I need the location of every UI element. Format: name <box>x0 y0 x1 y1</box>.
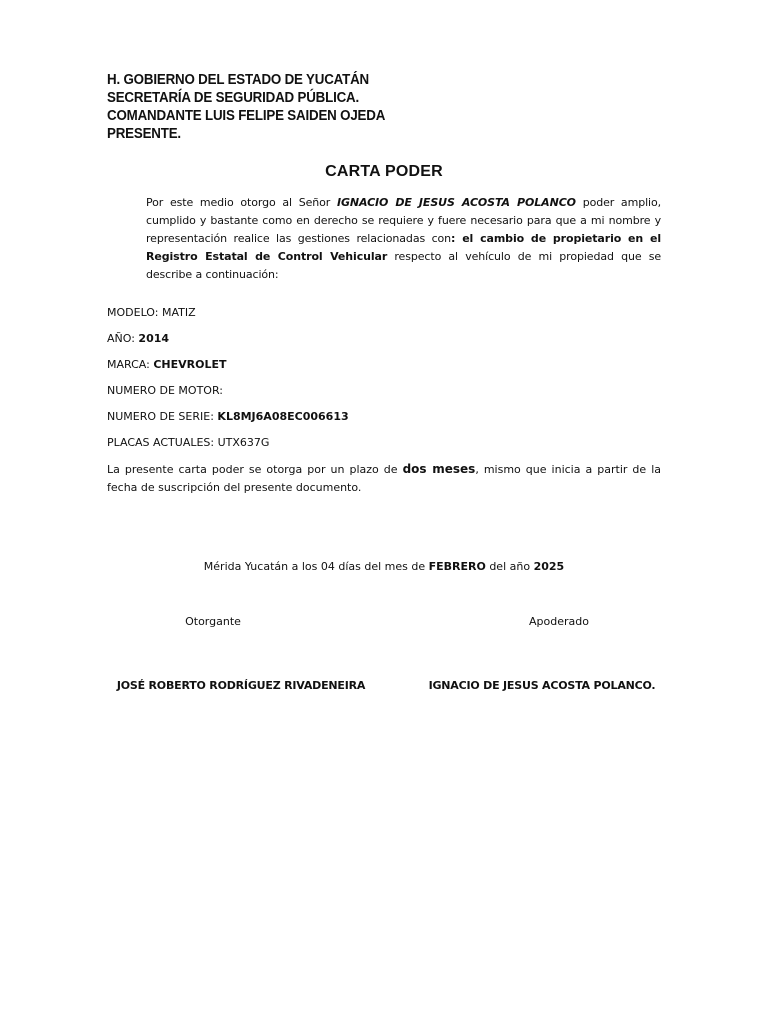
addressee-secretariat: SECRETARÍA DE SEGURIDAD PÚBLICA. <box>107 90 360 106</box>
placas-value: UTX637G <box>217 436 270 449</box>
anio-value: 2014 <box>138 332 170 345</box>
apoderado-name: IGNACIO DE JESUS ACOSTA POLANCO. <box>428 679 656 692</box>
apoderado-label: Apoderado <box>529 615 589 628</box>
marca-value: CHEVROLET <box>153 358 227 371</box>
date-text-1: Mérida Yucatán a los 04 días del mes de <box>203 560 429 573</box>
date-line <box>0 560 768 573</box>
intro-paragraph <box>146 194 661 284</box>
term-text-1: La presente carta poder se otorga por un plazo de <box>107 463 403 476</box>
field-anio <box>107 332 169 346</box>
intro-apoderado-name: IGNACIO DE JESUS ACOSTA POLANCO <box>336 196 576 209</box>
anio-label: AÑO: <box>107 332 139 345</box>
date-month: FEBRERO <box>428 560 486 573</box>
motor-label: NUMERO DE MOTOR: <box>107 384 223 397</box>
serie-label: NUMERO DE SERIE: <box>107 410 218 423</box>
otorgante-label: Otorgante <box>185 615 241 628</box>
date-year: 2025 <box>533 560 565 573</box>
modelo-label: MODELO: <box>107 306 162 319</box>
intro-text-1: Por este medio otorgo al Señor <box>146 196 337 209</box>
intro-colon: : <box>451 232 456 245</box>
field-motor <box>107 384 223 398</box>
intro-text-2: poder amplio, cumplido y bastante como en derecho se requiere y fuere necesario para que a mi nombre y representación realice las gestiones relacionadas con <box>146 196 662 245</box>
field-marca <box>107 358 226 372</box>
field-placas <box>107 436 269 450</box>
term-text-2: , mismo que inicia a partir de la fecha de suscripción del presente documento. <box>107 463 661 494</box>
document-title: CARTA PODER <box>325 163 443 180</box>
addressee-block <box>107 71 667 143</box>
modelo-value: MATIZ <box>161 306 196 319</box>
field-serie <box>107 410 349 424</box>
term-paragraph <box>107 460 661 497</box>
term-duration: dos meses <box>402 462 476 476</box>
addressee-presente: PRESENTE. <box>107 126 181 142</box>
addressee-commander: COMANDANTE LUIS FELIPE SAIDEN OJEDA <box>107 108 386 124</box>
addressee-government: H. GOBIERNO DEL ESTADO DE YUCATÁN <box>107 72 369 88</box>
field-modelo <box>107 306 196 320</box>
intro-purpose: el cambio de propietario en el Registro Estatal de Control Vehicular <box>146 232 661 263</box>
marca-label: MARCA: <box>107 358 154 371</box>
otorgante-name: JOSÉ ROBERTO RODRÍGUEZ RIVADENEIRA <box>116 679 366 692</box>
serie-value: KL8MJ6A08EC006613 <box>217 410 349 423</box>
placas-label: PLACAS ACTUALES: <box>107 436 218 449</box>
date-text-2: del año <box>485 560 534 573</box>
intro-text-3: respecto al vehículo de mi propiedad que se describe a continuación: <box>146 250 661 281</box>
